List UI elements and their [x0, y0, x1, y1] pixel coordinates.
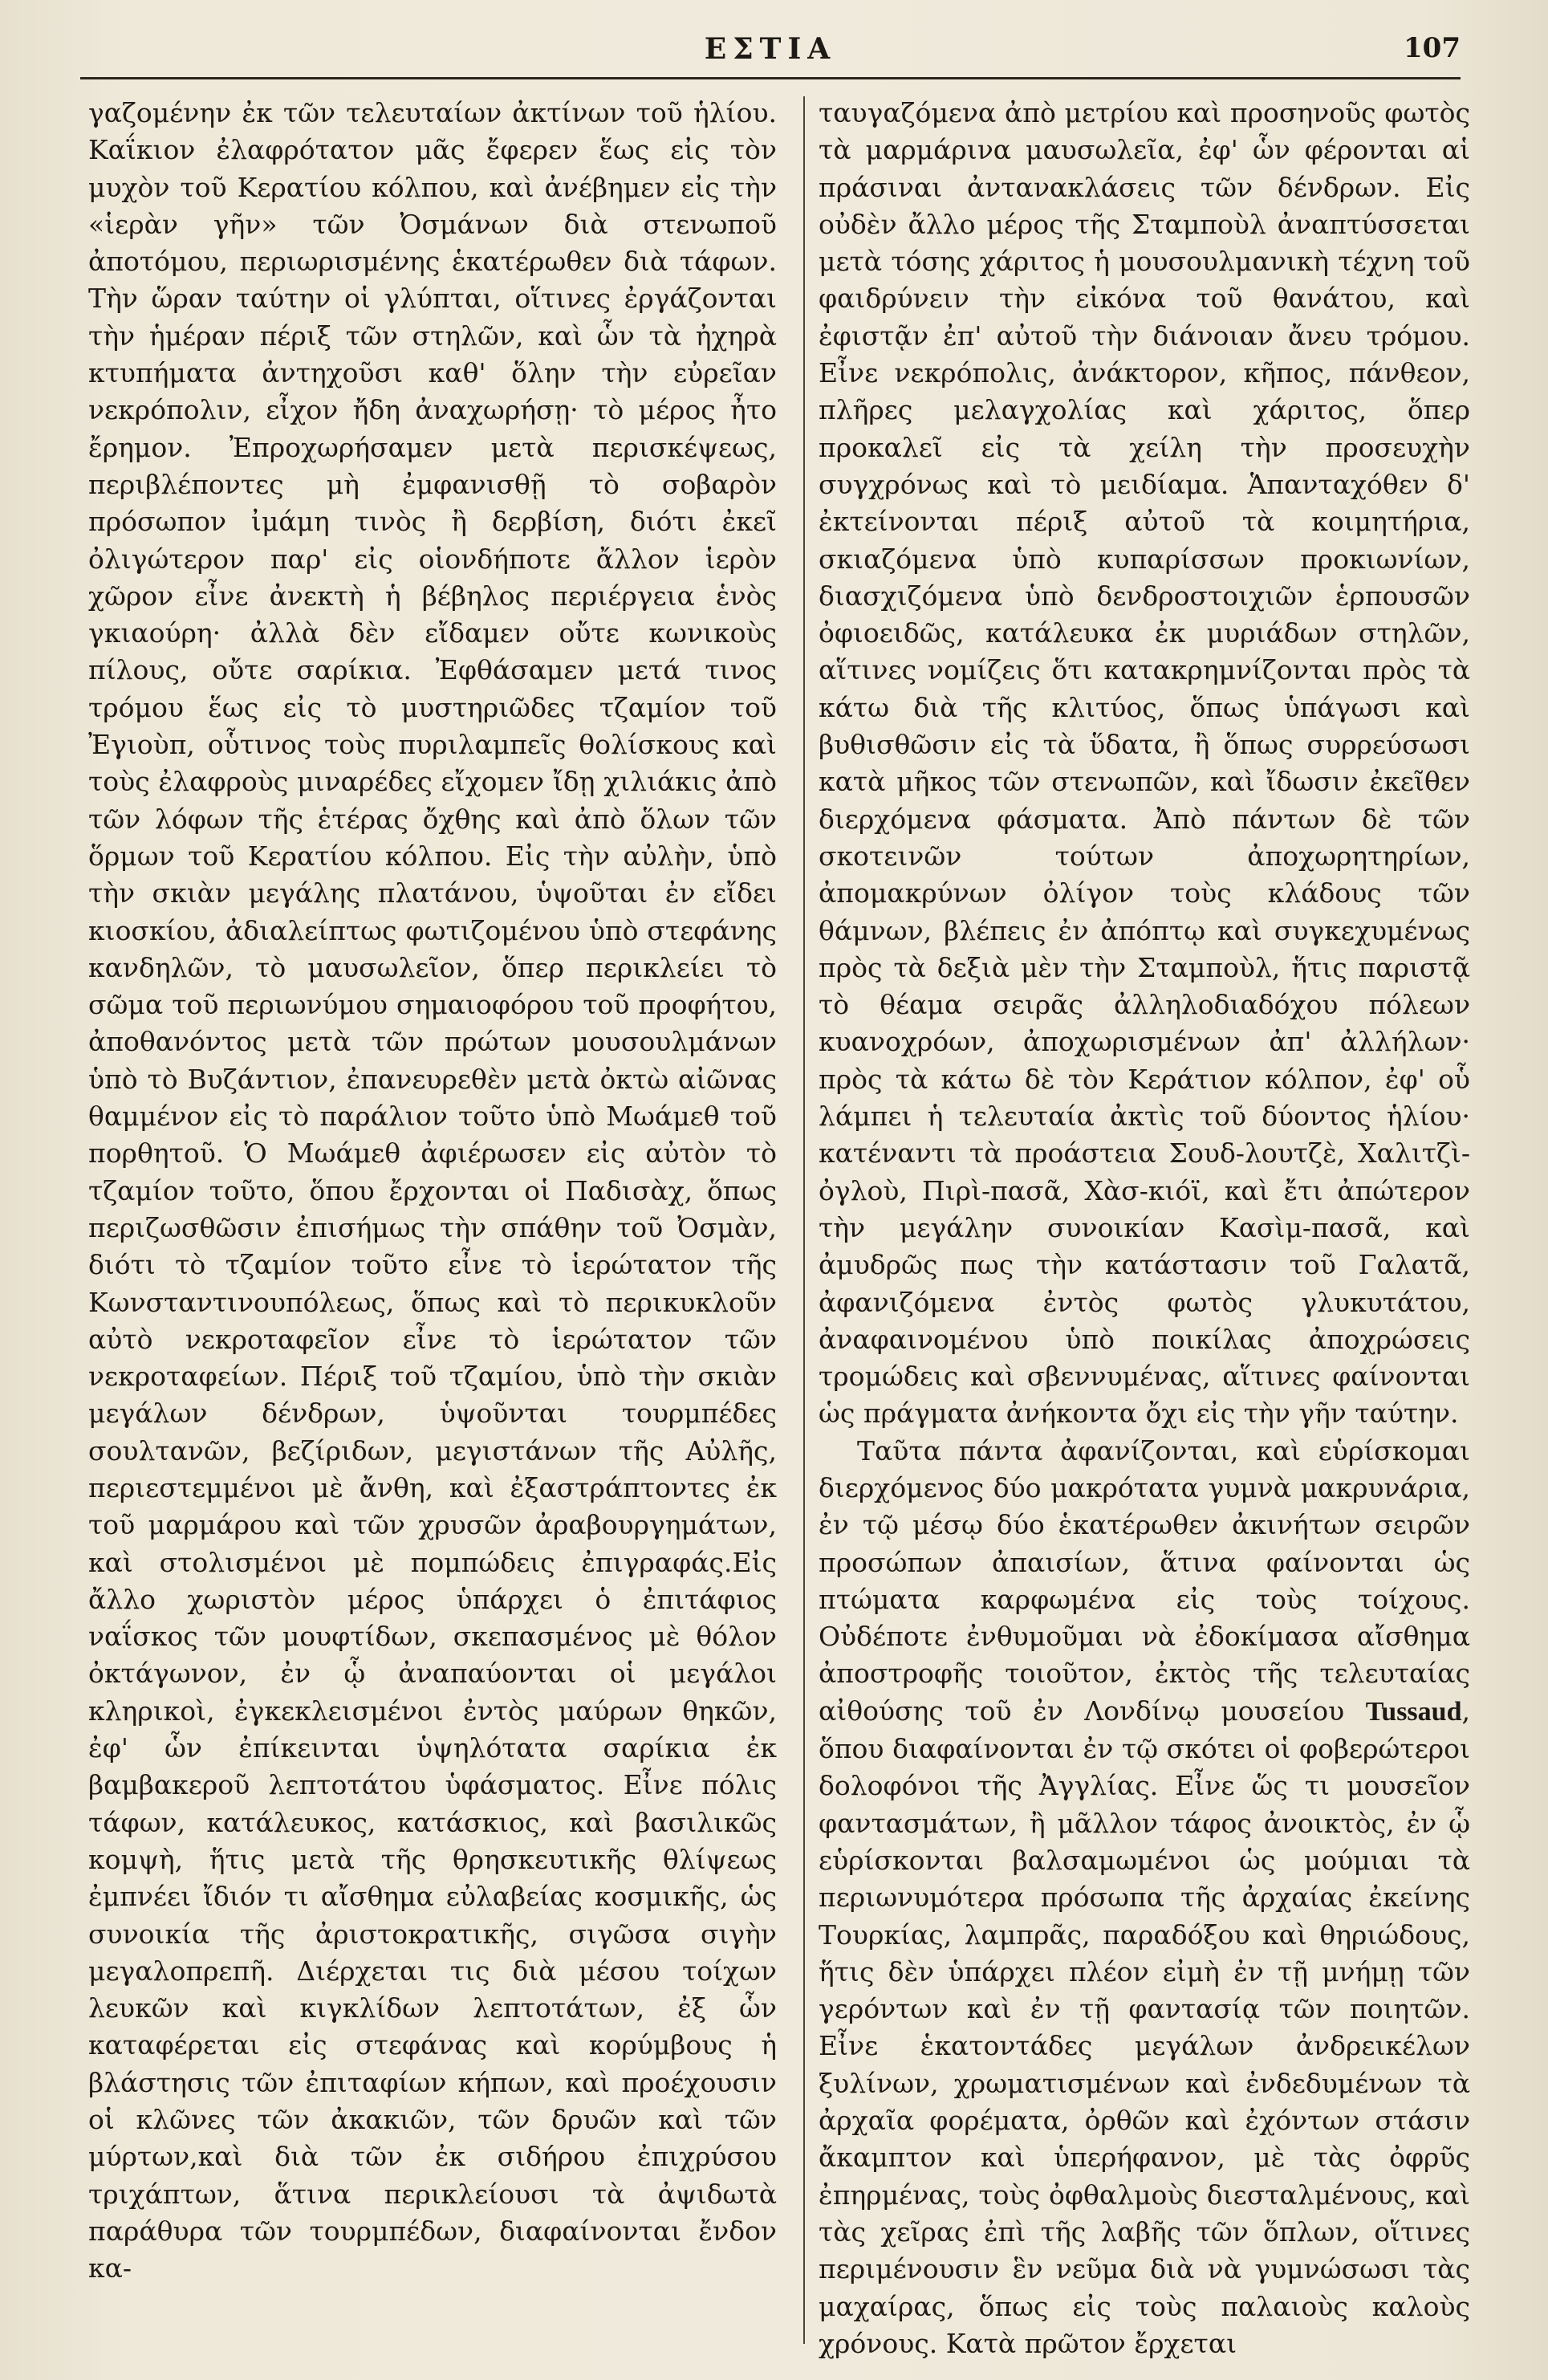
paragraph-2-text-after: , ὅπου διαφαίνονται ἐν τῷ σκότει οἱ φοβερώτεροι δολοφόνοι τῆς Ἀγγλίας. Εἶνε ὥς τι μουσεῖον φαντασμάτων, ἢ μᾶλλον τάφος ἀνοικτὸς, ἐν ᾧ εὑρίσκονται βαλσαμωμένοι ὡς μούμιαι τὰ περιωνυμότερα πρόσωπα τῆς ἀρχαίας ἐκείνης Τουρκίας, λαμπρᾶς, παραδόξου καὶ θηριώδους, ἥτις δὲν ὑπάρχει πλέον εἰμὴ ἐν τῇ μνήμῃ τῶν γερόντων καὶ ἐν τῇ φαντασίᾳ τῶν ποιητῶν. Εἶνε ἑκατοντάδες μεγάλων ἀνδρεικέλων ξυλίνων, χρωματισμένων καὶ ἐνδεδυμένων τὰ ἀρχαῖα φορέματα, ὀρθῶν καὶ ἐχόντων στάσιν ἄκαμπτον καὶ ὑπερήφανον, μὲ τὰς ὀφρῦς ἐπηρμένας, τοὺς ὀφθαλμοὺς διεσταλμένους, καὶ τὰς χεῖρας ἐπὶ τῆς λαβῆς τῶν ὅπλων, οἵτινες περιμένουσιν ἓν νεῦμα διὰ νὰ γυμνώσωσι τὰς μαχαίρας, ὅπως εἰς τοὺς παλαιοὺς καλοὺς χρόνους. Κατὰ πρῶτον ἔρχεται	[819, 1694, 1470, 2359]
right-column-paragraph-1: ταυγαζόμενα ἀπὸ μετρίου καὶ προσηνοῦς φωτὸς τὰ μαρμάρινα μαυσωλεῖα, ἐφ' ὧν φέρονται αἱ πράσιναι ἀντανακλάσεις τῶν δένδρων. Εἰς οὐδὲν ἄλλο μέρος τῆς Σταμποὺλ ἀναπτύσσεται μετὰ τόσης χάριτος ἡ μουσουλμανικὴ τέχνη τοῦ φαιδρύνειν τὴν εἰκόνα τοῦ θανάτου, καὶ ἐφιστᾷν ἐπ' αὐτοῦ τὴν διάνοιαν ἄνευ τρόμου. Εἶνε νεκρόπολις, ἀνάκτορον, κῆπος, πάνθεον, πλῆρες μελαγχολίας καὶ χάριτος, ὅπερ προκαλεῖ εἰς τὰ χείλη τὴν προσευχὴν συγχρόνως καὶ τὸ μειδίαμα. Ἁπανταχόθεν δ' ἐκτείνονται πέριξ αὐτοῦ τὰ κοιμητήρια, σκιαζόμενα ὑπὸ κυπαρίσσων προκιωνίων, διασχιζόμενα ὑπὸ δενδροστοιχιῶν ἑρπουσῶν ὀφιοειδῶς, κατάλευκα ἐκ μυριάδων στηλῶν, αἵτινες νομίζεις ὅτι κατακρημνίζονται πρὸς τὰ κάτω διὰ τῆς κλιτύος, ὅπως ὑπάγωσι καὶ βυθισθῶσιν εἰς τὰ ὕδατα, ἢ ὅπως συρρεύσωσι κατὰ μῆκος τῶν στενωπῶν, καὶ ἴδωσιν ἐκεῖθεν διερχόμενα φάσματα. Ἀπὸ πάντων δὲ τῶν σκοτεινῶν τούτων ἀποχωρητηρίων, ἀπομακρύνων ὀλίγον τοὺς κλάδους τῶν θάμνων, βλέπεις ἐν ἀπόπτῳ καὶ συγκεχυμένως πρὸς τὰ δεξιὰ μὲν τὴν Σταμποὺλ, ἥτις παριστᾷ τὸ θέαμα σειρᾶς ἀλληλοδιαδόχου πόλεων κυανοχρόων, ἀποχωρισμένων ἀπ' ἀλλήλων· πρὸς τὰ κάτω δὲ τὸν Κεράτιον κόλπον, ἐφ' οὗ λάμπει ἡ τελευταία ἀκτὶς τοῦ δύοντος ἡλίου· κατέναντι τὰ προάστεια Σουδ-λουτζὲ, Χαλιτζὶ-ὀγλοὺ, Πιρὶ-πασᾶ, Χὰσ-κιόϊ, καὶ ἔτι ἀπώτερον τὴν μεγάλην συνοικίαν Κασὶμ-πασᾶ, καὶ ἀμυδρῶς πως τὴν κατάστασιν τοῦ Γαλατᾶ, ἀφανιζόμενα ἐντὸς φωτὸς γλυκυτάτου, ἀναφαινομένου ὑπὸ ποικίλας ἀποχρώσεις τρομώδεις καὶ σβεννυμένας, αἵτινες φαίνονται ὡς πράγματα ἀνήκοντα ὄχι εἰς τὴν γῆν ταύτην.	[819, 97, 1470, 1430]
page-header	[80, 32, 1461, 72]
paragraph-2-text-before: Ταῦτα πάντα ἀφανίζονται, καὶ εὑρίσκομαι διερχόμενος δύο μακρότατα γυμνὰ μακρυνάρια, ἐν τῷ μέσῳ δύο ἑκατέρωθεν ἀκινήτων σειρῶν προσώπων ἀπαισίων, ἅτινα φαίνονται ὡς πτώματα καρφωμένα εἰς τοὺς τοίχους. Οὐδέποτε ἐνθυμοῦμαι νὰ ἐδοκίμασα αἴσθημα ἀποστροφῆς τοιοῦτον, ἐκτὸς τῆς τελευταίας αἰθούσης τοῦ ἐν Λονδίνῳ μουσείου	[819, 1434, 1470, 1727]
header-rule	[80, 77, 1461, 79]
left-column	[88, 95, 777, 2342]
column-divider	[803, 96, 805, 2344]
right-column-paragraph-2	[819, 1433, 1470, 2362]
page-number: 107	[1404, 32, 1461, 64]
right-column	[819, 95, 1470, 2359]
museum-name: Tussaud	[1365, 1696, 1462, 1727]
running-title: ΕΣΤΙΑ	[704, 32, 837, 66]
left-column-paragraph: γαζομένην ἐκ τῶν τελευταίων ἀκτίνων τοῦ ἡλίου. Καΐκιον ἐλαφρότατον μᾶς ἔφερεν ἕως εἰς τὸν μυχὸν τοῦ Κερατίου κόλπου, καὶ ἀνέβημεν εἰς τὴν «ἱερὰν γῆν» τῶν Ὀσμάνων διὰ στενωποῦ ἀποτόμου, περιωρισμένης ἑκατέρωθεν διὰ τάφων. Τὴν ὥραν ταύτην οἱ γλύπται, οἵτινες ἐργάζονται τὴν ἡμέραν πέριξ τῶν στηλῶν, καὶ ὧν τὰ ἠχηρὰ κτυπήματα ἀντηχοῦσι καθ' ὅλην τὴν εὐρεῖαν νεκρόπολιν, εἶχον ἤδη ἀναχωρήσῃ· τὸ μέρος ἦτο ἔρημον. Ἐπροχωρήσαμεν μετὰ περισκέψεως, περιβλέποντες μὴ ἐμφανισθῇ τὸ σοβαρὸν πρόσωπον ἰμάμη τινὸς ἢ δερβίση, διότι ἐκεῖ ὀλιγώτερον παρ' εἰς οἱονδήποτε ἄλλον ἱερὸν χῶρον εἶνε ἀνεκτὴ ἡ βέβηλος περιέργεια ἑνὸς γκιαούρη· ἀλλὰ δὲν εἴδαμεν οὔτε κωνικοὺς πίλους, οὔτε σαρίκια. Ἐφθάσαμεν μετά τινος τρόμου ἕως εἰς τὸ μυστηριῶδες τζαμίον τοῦ Ἐγιοὺπ, οὗτινος τοὺς πυριλαμπεῖς θολίσκους καὶ τοὺς ἐλαφροὺς μιναρέδες εἴχομεν ἴδῃ χιλιάκις ἀπὸ τῶν λόφων τῆς ἑτέρας ὄχθης καὶ ἀπὸ ὅλων τῶν ὅρμων τοῦ Κερατίου κόλπου. Εἰς τὴν αὐλὴν, ὑπὸ τὴν σκιὰν μεγάλης πλατάνου, ὑψοῦται ἐν εἴδει κιοσκίου, ἀδιαλείπτως φωτιζομένου ὑπὸ στεφάνης κανδηλῶν, τὸ μαυσωλεῖον, ὅπερ περικλείει τὸ σῶμα τοῦ περιωνύμου σημαιοφόρου τοῦ προφήτου, ἀποθανόντος μετὰ τῶν πρώτων μουσουλμάνων ὑπὸ τὸ Βυζάντιον, ἐπανευρεθὲν μετὰ ὀκτὼ αἰῶνας θαμμένον εἰς τὸ παράλιον τοῦτο ὑπὸ Μωάμεθ τοῦ πορθητοῦ. Ὁ Μωάμεθ ἀφιέρωσεν εἰς αὐτὸν τὸ τζαμίον τοῦτο, ὅπου ἔρχονται οἱ Παδισὰχ, ὅπως περιζωσθῶσιν ἐπισήμως τὴν σπάθην τοῦ Ὀσμὰν, διότι τὸ τζαμίον τοῦτο εἶνε τὸ ἱερώτατον τῆς Κωνσταντινουπόλεως, ὅπως καὶ τὸ περικυκλοῦν αὐτὸ νεκροταφεῖον εἶνε τὸ ἱερώτατον τῶν νεκροταφείων. Πέριξ τοῦ τζαμίου, ὑπὸ τὴν σκιὰν μεγάλων δένδρων, ὑψοῦνται τουρμπέδες σουλτανῶν, βεζίριδων, μεγιστάνων τῆς Αὐλῆς, περιεστεμμένοι μὲ ἄνθη, καὶ ἐξαστράπτοντες ἐκ τοῦ μαρμάρου καὶ τῶν χρυσῶν ἀραβουργημάτων, καὶ στολισμένοι μὲ πομπώδεις ἐπιγραφάς.Εἰς ἄλλο χωριστὸν μέρος ὑπάρχει ὁ ἐπιτάφιος ναΐσκος τῶν μουφτίδων, σκεπασμένος μὲ θόλον ὀκτάγωνον, ἐν ᾧ ἀναπαύονται οἱ μεγάλοι κληρικοὶ, ἐγκεκλεισμένοι ἐντὸς μαύρων θηκῶν, ἐφ' ὧν ἐπίκεινται ὑψηλότατα σαρίκια ἐκ βαμβακεροῦ λεπτοτάτου ὑφάσματος. Εἶνε πόλις τάφων, κατάλευκος, κατάσκιος, καὶ βασιλικῶς κομψὴ, ἥτις μετὰ τῆς θρησκευτικῆς θλίψεως ἐμπνέει ἴδιόν τι αἴσθημα εὐλαβείας κοσμικῆς, ὡς συνοικία τῆς ἀριστοκρατικῆς, σιγῶσα σιγὴν μεγαλοπρεπῆ. Διέρχεται τις διὰ μέσου τοίχων λευκῶν καὶ κιγκλίδων λεπτοτάτων, ἐξ ὧν καταφέρεται εἰς στεφάνας καὶ κορύμβους ἡ βλάστησις τῶν ἐπιταφίων κήπων, καὶ προέχουσιν οἱ κλῶνες τῶν ἀκακιῶν, τῶν δρυῶν καὶ τῶν μύρτων,καὶ διὰ τῶν ἐκ σιδήρου ἐπιχρύσου τριχάπτων, ἅτινα περικλείουσι τὰ ἀψιδωτὰ παράθυρα τῶν τουρμπέδων, διαφαίνονται ἔνδον κα-	[88, 97, 777, 2284]
